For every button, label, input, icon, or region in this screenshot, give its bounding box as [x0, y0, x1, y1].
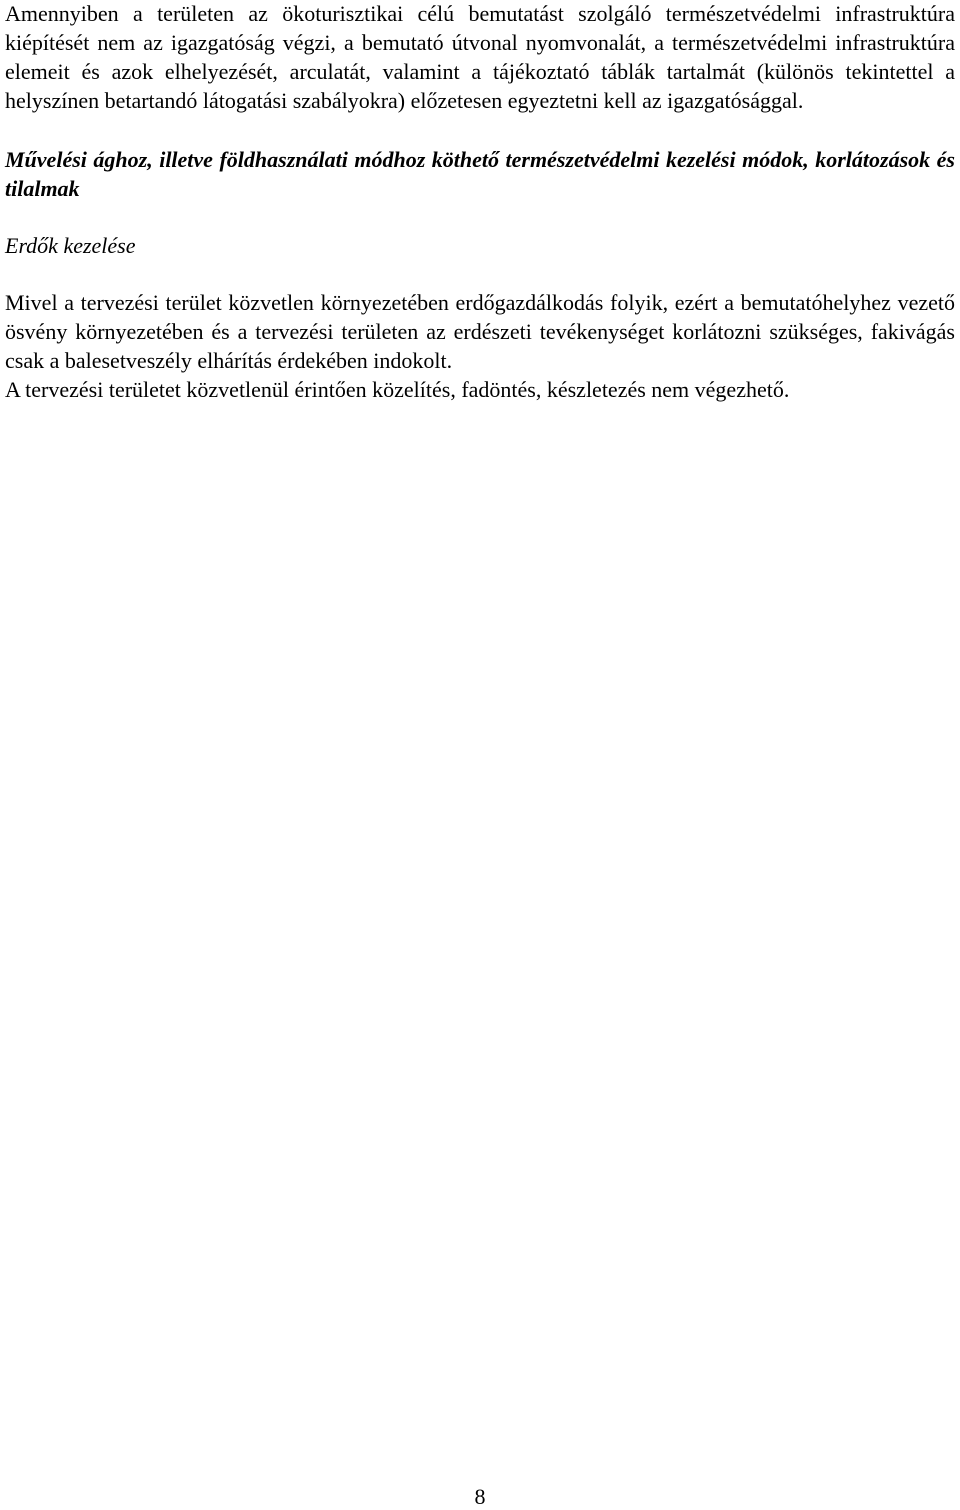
- section-heading: Művelési ághoz, illetve földhasználati módhoz köthető természetvédelmi kezelési módok, korlátozások és tilalmak: [5, 147, 955, 201]
- document-page: [5, 0, 955, 404]
- restriction-paragraph: A tervezési területet közvetlenül érintően közelítés, fadöntés, készletezés nem végezhető.: [5, 377, 790, 402]
- intro-paragraph: Amennyiben a területen az ökoturisztikai célú bemutatást szolgáló természetvédelmi infrastruktúra kiépítését nem az igazgatóság végzi, a bemutató útvonal nyomvonalát, a természetvédelmi infrastruktúra elemeit és azok elhelyezését, arculatát, valamint a tájékoztató táblák tartalmát (különös tekintettel a helyszínen betartandó látogatási szabályokra) előzetesen egyeztetni kell az igazgatósággal.: [5, 1, 955, 113]
- subsection-heading: Erdők kezelése: [5, 233, 136, 258]
- page-number: 8: [474, 1484, 486, 1509]
- forest-paragraph: Mivel a tervezési terület közvetlen környezetében erdőgazdálkodás folyik, ezért a bemutatóhelyhez vezető ösvény környezetében és a tervezési területen az erdészeti tevékenységet korlátozni szükséges, fakivágás csak a balesetveszély elhárítás érdekében indokolt.: [5, 290, 955, 373]
